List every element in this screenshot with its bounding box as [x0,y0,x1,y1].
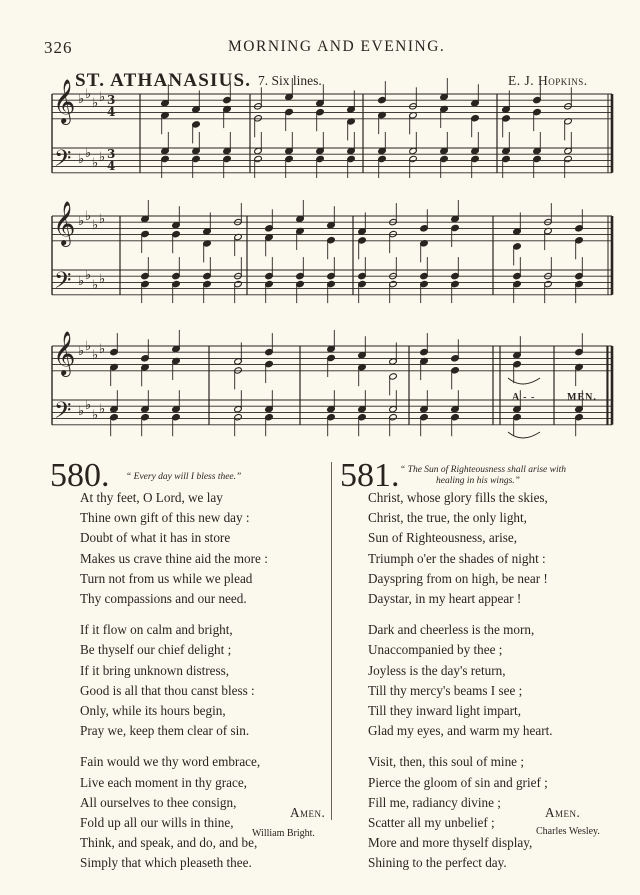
verse-line: Only, while its hours begin, [80,703,226,719]
flat-icon: ♭ [99,212,106,227]
verse-line: Simply that which pleaseth thee. [80,855,252,871]
verse-line: Fold up all our wills in thine, [80,815,234,831]
amen-label: Amen. [290,805,326,820]
verse-line: Fill me, radiancy divine ; [368,794,501,810]
flat-icon: ♭ [85,339,92,354]
stanza [80,488,328,609]
treble-clef-icon: 𝄞 [53,331,76,375]
flat-icon: ♭ [99,90,106,105]
time-signature: 4 [107,105,116,119]
verse-line: Be thyself our chief delight ; [80,642,232,658]
flat-icon: ♭ [99,342,106,357]
treble-clef-icon: 𝄞 [53,79,76,123]
flat-icon: ♭ [85,209,92,224]
hymn-581-amen [545,803,580,823]
treble-clef-icon: 𝄞 [53,201,76,245]
verse-line: All ourselves to thee consign, [80,794,237,810]
column-divider [331,462,332,820]
flat-icon: ♭ [85,87,92,102]
flat-icon: ♭ [85,268,92,283]
verse-line: Think, and speak, and do, and be, [80,835,258,851]
stanza [368,488,618,609]
slur [508,378,540,384]
page-number: 326 [44,38,73,57]
flat-icon: ♭ [92,218,99,233]
verse-line: Doubt of what it has in store [80,530,231,546]
time-signature: 4 [107,159,116,173]
amen-syllable-1: A - - [512,392,536,403]
flat-icon: ♭ [78,274,85,289]
flat-icon: ♭ [85,146,92,161]
verse-line: Fain would we thy word embrace, [80,754,261,770]
bass-clef-icon: 𝄢 [54,146,72,177]
verse-line: Pierce the gloom of sin and grief ; [368,774,548,790]
verse-line: Christ, whose glory fills the skies, [368,490,548,505]
flat-icon: ♭ [78,152,85,167]
flat-icon: ♭ [99,402,106,417]
verse-line: Good is all that thou canst bless : [80,682,255,698]
tune-name: ST. ATHANASIUS. [75,70,252,91]
flat-icon: ♭ [99,272,106,287]
verse-line: Pray we, keep them clear of sin. [80,723,250,739]
stanza [368,620,618,741]
verse-line: Sun of Righteousness, arise, [368,530,518,546]
flat-icon: ♭ [78,344,85,359]
hymn-number-581: 581. [340,457,400,494]
verse-line: If it flow on calm and bright, [80,622,233,638]
amen-label: Amen. [545,805,581,820]
verse-line: Dark and cheerless is the morn, [368,622,535,638]
time-signature: 3 [107,147,116,161]
verse-line: Daystar, in my heart appear ! [368,591,522,607]
tune-composer: E. J. Hopkins. [508,73,588,88]
verse-line: At thy feet, O Lord, we lay [80,490,223,505]
verse-line: Christ, the true, the only light, [368,510,527,526]
flat-icon: ♭ [92,96,99,111]
running-title: MORNING AND EVENING. [228,38,446,55]
flat-icon: ♭ [85,398,92,413]
hymn-580-amen [290,803,325,823]
verse-line: Thy compassions and our need. [80,591,247,607]
verse-line: If it bring unknown distress, [80,662,230,678]
verse-line: Triumph o'er the shades of night : [368,550,546,566]
verse-line: Shining to the perfect day. [368,855,507,871]
hymn-581-epigraph-1: “ The Sun of Righteousness shall arise with [400,465,566,475]
verse-line: Dayspring from on high, be near ! [368,570,548,586]
flat-icon: ♭ [78,214,85,229]
flat-icon: ♭ [92,408,99,423]
verse-line: More and more thyself display, [368,835,533,851]
verse-line: Unaccompanied by thee ; [368,642,503,658]
verse-line: Joyless is the day's return, [368,662,506,678]
flat-icon: ♭ [92,348,99,363]
hymn-580-text [80,488,328,885]
stanza [80,620,328,741]
verse-line: Till thy mercy's beams I see ; [368,682,523,698]
hymn-581-epigraph-2: healing in his wings.” [436,476,520,486]
verse-line: Turn not from us while we plead [80,570,253,586]
verse-line: Scatter all my unbelief ; [368,815,495,831]
verse-line: Thine own gift of this new day : [80,510,250,526]
verse-line: Till they inward light impart, [368,703,521,719]
verse-line: Makes us crave thine aid the more : [80,550,268,566]
stanza [368,752,618,873]
flat-icon: ♭ [78,404,85,419]
hymn-580-author: William Bright. [252,828,315,839]
verse-line: Glad my eyes, and warm my heart. [368,723,553,739]
flat-icon: ♭ [92,278,99,293]
verse-line: Visit, then, this soul of mine ; [368,754,524,770]
flat-icon: ♭ [92,156,99,171]
bass-clef-icon: 𝄢 [54,268,72,299]
verse-line: Live each moment in thy grace, [80,774,247,790]
hymn-number-580: 580. [50,457,110,494]
slur [508,432,540,438]
bass-clef-icon: 𝄢 [54,398,72,429]
tune-meter: 7. Six lines. [258,73,322,88]
flat-icon: ♭ [78,92,85,107]
time-signature: 3 [107,93,116,107]
amen-syllable-2: MEN. [567,392,597,403]
hymn-580-epigraph: “ Every day will I bless thee.” [126,472,242,482]
flat-icon: ♭ [99,150,106,165]
hymn-581-author: Charles Wesley. [536,826,600,837]
